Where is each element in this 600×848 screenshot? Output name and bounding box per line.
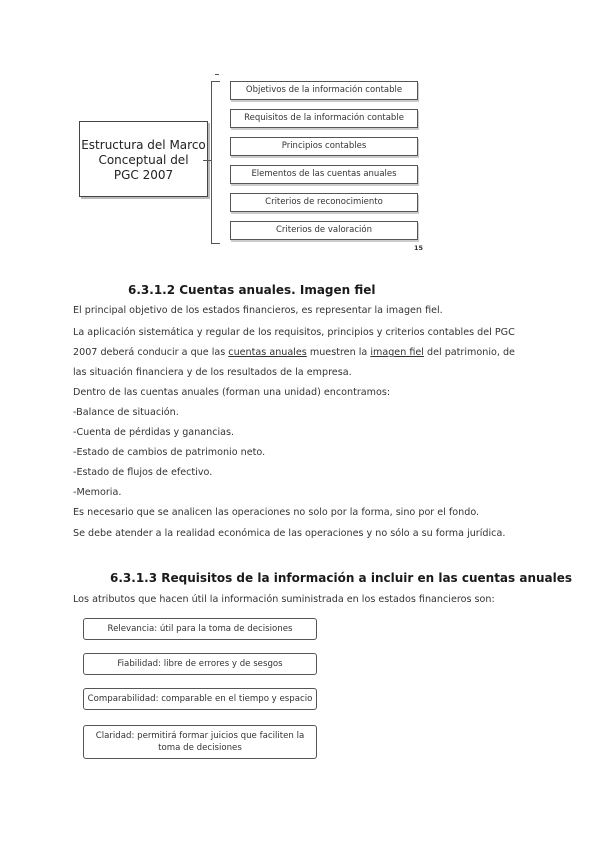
framework-item: Objetivos de la información contable xyxy=(230,81,418,100)
text-fragment: del patrimonio, de xyxy=(423,347,515,358)
list-item: -Cuenta de pérdidas y ganancias. xyxy=(73,427,235,438)
framework-title-line: PGC 2007 xyxy=(113,168,174,182)
paragraph-line: las situación financiera y de los resultados de la empresa. xyxy=(73,367,352,378)
text-fragment: 2007 deberá conducir a que las xyxy=(73,347,229,358)
bracket-tick xyxy=(211,243,220,244)
framework-item: Elementos de las cuentas anuales xyxy=(230,165,418,184)
paragraph-line: Dentro de las cuentas anuales (forman una unidad) encontramos: xyxy=(73,387,391,398)
attribute-relevancia: Relevancia: útil para la toma de decisiones xyxy=(83,618,317,640)
framework-title-line: Conceptual del xyxy=(98,153,189,167)
imagen-fiel-link[interactable]: imagen fiel xyxy=(370,347,424,358)
cuentas-anuales-link[interactable]: cuentas anuales xyxy=(228,347,307,358)
paragraph-line: Es necesario que se analicen las operaciones no solo por la forma, sino por el fondo. xyxy=(73,507,480,518)
list-item: -Estado de flujos de efectivo. xyxy=(73,467,213,478)
attribute-claridad: Claridad: permitirá formar juicios que faciliten la toma de decisiones xyxy=(83,725,317,759)
list-item: -Balance de situación. xyxy=(73,407,179,418)
section-heading-cuentas-anuales: 6.3.1.2 Cuentas anuales. Imagen fiel xyxy=(128,283,376,297)
framework-item: Criterios de valoración xyxy=(230,221,418,240)
footnote-number: 15 xyxy=(414,244,424,252)
bracket-tick xyxy=(211,81,220,82)
list-item: -Memoria. xyxy=(73,487,122,498)
bracket-top-mark xyxy=(215,74,219,75)
paragraph-line: Los atributos que hacen útil la información suministrada en los estados financieros son: xyxy=(73,594,495,605)
diagram-bracket xyxy=(211,81,221,244)
paragraph-line: La aplicación sistemática y regular de los requisitos, principios y criterios contables del PGC xyxy=(73,327,515,338)
paragraph-line: El principal objetivo de los estados financieros, es representar la imagen fiel. xyxy=(73,305,443,316)
paragraph-line xyxy=(73,347,515,358)
bracket-connector xyxy=(203,160,211,161)
section-heading-requisitos: 6.3.1.3 Requisitos de la información a incluir en las cuentas anuales xyxy=(110,571,573,585)
attribute-comparabilidad: Comparabilidad: comparable en el tiempo y espacio xyxy=(83,688,317,710)
framework-title-line: Estructura del Marco xyxy=(81,138,206,152)
framework-item: Principios contables xyxy=(230,137,418,156)
framework-item: Criterios de reconocimiento xyxy=(230,193,418,212)
framework-item: Requisitos de la información contable xyxy=(230,109,418,128)
attribute-fiabilidad: Fiabilidad: libre de errores y de sesgos xyxy=(83,653,317,675)
paragraph-line: Se debe atender a la realidad económica de las operaciones y no sólo a su forma jurídica. xyxy=(73,528,506,539)
framework-structure-box xyxy=(79,121,208,197)
text-fragment: muestren la xyxy=(306,347,371,358)
list-item: -Estado de cambios de patrimonio neto. xyxy=(73,447,266,458)
